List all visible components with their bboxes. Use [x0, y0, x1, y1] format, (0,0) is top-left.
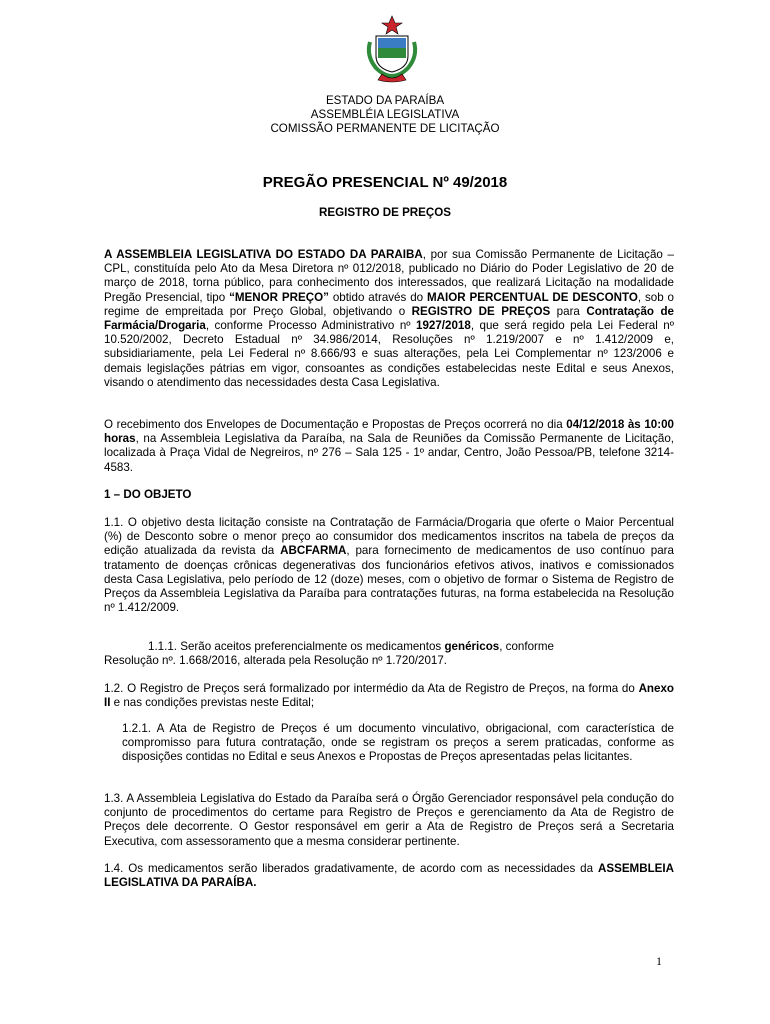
intro-bold-3: MAIOR PERCENTUAL DE DESCONTO: [426, 290, 638, 304]
clause-1-1-1: [148, 640, 674, 654]
clause-1-2-1: 1.2.1. A Ata de Registro de Preços é um documento vinculativo, obrigacional, com característica de compromisso para futura contratação, onde se registram os preços a serem praticadas, conforme as disposições contidas no Edital e seus Anexos e Propostas de Preços apresentadas pelas licitantes.: [122, 722, 674, 764]
clause-1-2: [104, 682, 674, 710]
intro-bold-6: 1927/2018: [416, 319, 471, 333]
header-state: ESTADO DA PARAÍBA: [325, 94, 445, 107]
document-subtitle: REGISTRO DE PREÇOS: [318, 206, 452, 219]
header-commission: COMISSÃO PERMANENTE DE LICITAÇÃO: [270, 122, 500, 135]
clause-1-1-text-2: , para fornecimento de medicamentos de uso contínuo para tratamento de doenças crônicas degenerativas dos funcionários efetivos ativos, inativos e comissionados desta Casa Legislativa, pelo período de 12 (doze) meses, com o objetivo de formar o Sistema de Registro de Preços da Assembleia Legislativa da Paraíba para contratações futuras, na forma estabelecida na Resolução nº 1.412/2009.: [104, 544, 674, 615]
receipt-paragraph: [104, 418, 674, 475]
clause-1-1-1-text-2: , conforme: [499, 640, 555, 653]
clause-1-1-1-bold: genéricos: [444, 640, 500, 653]
intro-text-1: , por sua Comissão Permanente de Licitação – CPL, constituída pelo Ato da Mesa Diretora nº 012/2018, publicado no Diário do Poder Legislativo de 20 de março de 2018, torna público, para conhecimento dos interessados, que realizará Licitação na modalidade Pregão Presencial, tipo: [104, 248, 675, 304]
clause-1-1-text-1: 1.1. O objetivo desta licitação consiste na Contratação de Farmácia/Drogaria que oferte o Maior Percentual (%) de Desconto sobre o menor preço ao consumidor dos medicamentos inscritos na tabela de preços da edição atualizada da revista da: [104, 516, 674, 558]
clause-1-2-text-1: 1.2. O Registro de Preços será formalizado por intermédio da Ata de Registro de Preços, na forma do: [104, 682, 639, 695]
intro-bold-2: “MENOR PREÇO”: [229, 290, 329, 304]
intro-text-3: , sob o regime de empreitada por Preço Global, objetivando o: [104, 290, 674, 318]
clause-1-4-text: 1.4. Os medicamentos serão liberados gradativamente, de acordo com as necessidades da: [104, 862, 598, 875]
intro-bold-4: REGISTRO DE PREÇOS: [411, 304, 551, 318]
intro-text-5: , conforme Processo Administrativo nº: [205, 319, 417, 333]
clause-1-3: 1.3. A Assembleia Legislativa do Estado da Paraíba será o Órgão Gerenciador responsável pela condução do conjunto de procedimentos do certame para Registro de Preços e gerenciamento da Ata de Registro de Preços dele decorrente. O Gestor responsável em gerir a Ata de Registro de Preços será a Secretaria Executiva, com assessoramento que a mesma considerar pertinente.: [104, 792, 674, 848]
clause-1-4-bold: ASSEMBLEIA LEGISLATIVA DA PARAÍBA.: [104, 862, 674, 890]
intro-paragraph: [104, 248, 674, 390]
clause-1-1-1-text-1: 1.1.1. Serão aceitos preferencialmente os medicamentos: [148, 640, 445, 653]
state-coat-of-arms-icon: [362, 14, 422, 84]
section-heading-objeto: 1 – DO OBJETO: [104, 488, 192, 501]
receipt-text-2: , na Assembleia Legislativa da Paraíba, na Sala de Reuniões da Comissão Permanente de Licitação, localizada à Praça Vidal de Negreiros, nº 276 – Sala 125 - 1º andar, Centro, João Pessoa/PB, telefone 3214-4583.: [104, 432, 674, 474]
receipt-text-1: O recebimento dos Envelopes de Documentação e Propostas de Preços ocorrerá no dia: [104, 418, 567, 431]
clause-1-2-bold: Anexo II: [104, 682, 674, 710]
receipt-date: 04/12/2018 às 10:00 horas: [104, 418, 674, 446]
intro-text-4: para: [550, 304, 587, 318]
intro-bold-5: Contratação de Farmácia/Drogaria: [104, 304, 675, 333]
intro-bold-1: A ASSEMBLEIA LEGISLATIVA DO ESTADO DA PARAIBA: [104, 248, 423, 261]
header-assembly: ASSEMBLÉIA LEGISLATIVA: [310, 108, 460, 121]
clause-1-1-bold: ABCFARMA: [280, 544, 347, 558]
intro-text-6: , que será regido pela Lei Federal nº 10.520/2002, Decreto Estadual nº 34.986/2014, Resoluções nº 1.219/2007 e nº 1.412/2009 e, subsidiariamente, pela Lei Federal nº 8.666/93 e suas alterações, pela Lei Complementar nº 123/2006 e demais legislações pátrias em vigor, consoantes as condições estabelecidas neste Edital e seus Anexos, visando o atendimento das necessidades desta Casa Legislativa.: [104, 319, 674, 389]
clause-1-1: [104, 516, 674, 615]
clause-1-4: [104, 862, 674, 890]
document-title: PREGÃO PRESENCIAL Nº 49/2018: [262, 174, 508, 191]
clause-1-2-text-2: e nas condições previstas neste Edital;: [110, 696, 315, 710]
page-number: 1: [656, 954, 662, 968]
intro-text-2: obtido através do: [328, 290, 427, 304]
clause-1-1-1-line2: Resolução nº. 1.668/2016, alterada pela Resolução nº 1.720/2017.: [104, 654, 448, 667]
